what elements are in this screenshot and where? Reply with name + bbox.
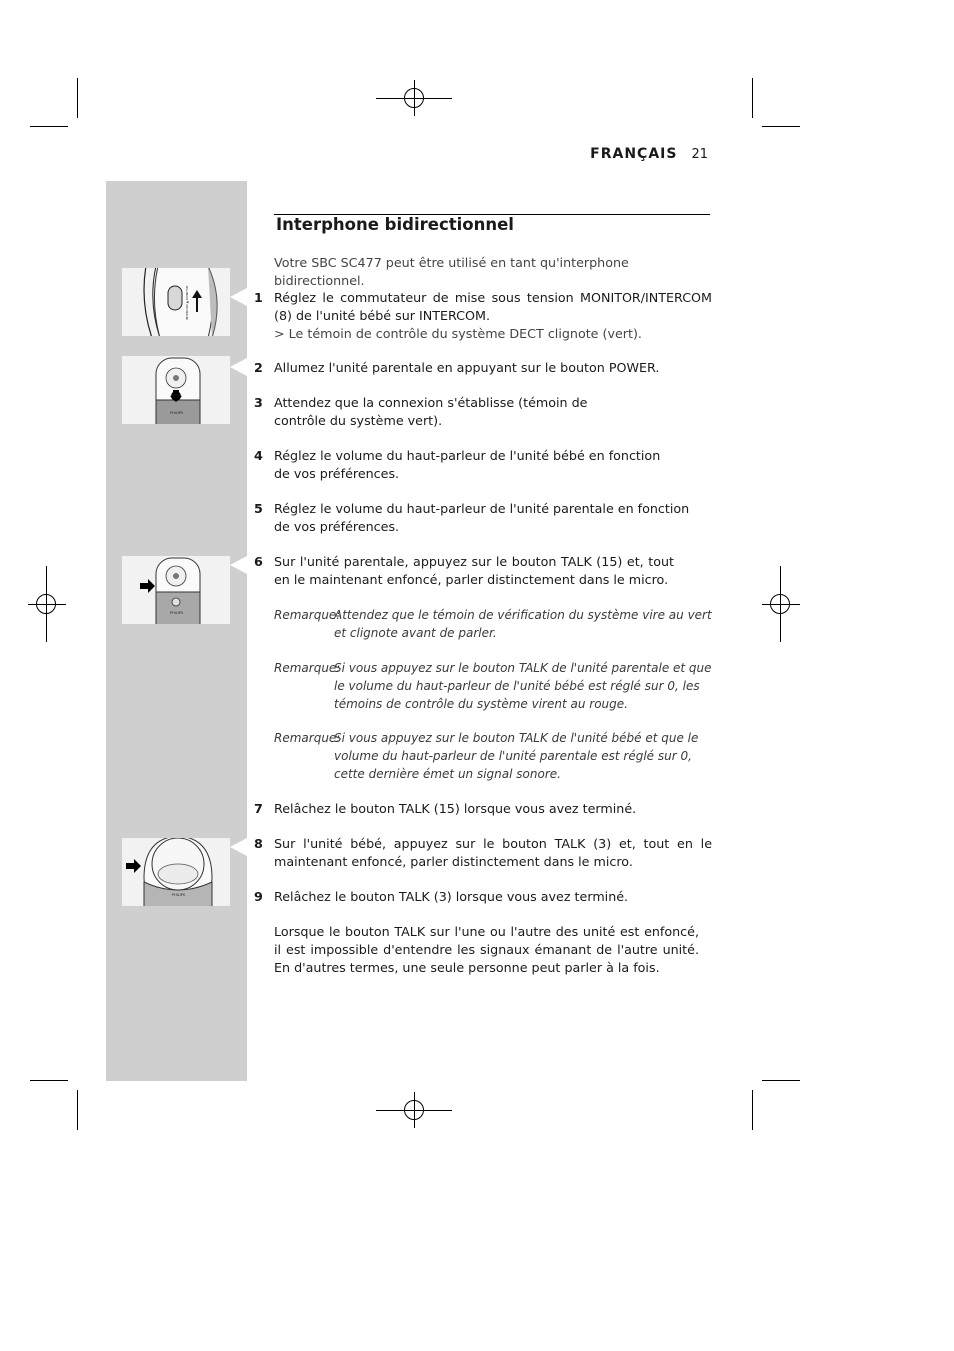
crop-mark xyxy=(77,78,78,118)
page-number: 21 xyxy=(691,147,708,162)
note-text: Si vous appuyez sur le bouton TALK de l'unité parentale et que le volume du haut-parleur de l'unité bébé est réglé sur 0, les témoins de contrôle du système virent au rouge. xyxy=(334,661,712,711)
step-number: 7 xyxy=(254,801,263,816)
step-text: Sur l'unité bébé, appuyez sur le bouton TALK (3) et, tout en le maintenant enfoncé, parler distinctement dans le micro. xyxy=(274,836,712,869)
pointer-notch xyxy=(230,556,247,574)
note-label: Remarque: xyxy=(274,661,341,675)
step-substep: > Le témoin de contrôle du système DECT clignote (vert). xyxy=(274,326,642,341)
section-title: Interphone bidirectionnel xyxy=(276,215,514,234)
step-number: 9 xyxy=(254,889,263,904)
crop-mark xyxy=(752,78,753,118)
step-number: 4 xyxy=(254,448,263,463)
crop-mark xyxy=(762,1080,800,1081)
note-text: Si vous appuyez sur le bouton TALK de l'unité bébé et que le volume du haut-parleur de l'unité parentale est réglé sur 0, cette dernière émet un signal sonore. xyxy=(334,731,699,781)
pointer-notch xyxy=(230,838,247,856)
note-label: Remarque: xyxy=(274,731,341,745)
step-text: Allumez l'unité parentale en appuyant sur le bouton POWER. xyxy=(274,360,660,375)
step-number: 1 xyxy=(254,290,263,305)
step-number: 6 xyxy=(254,554,263,569)
language-label: FRANÇAIS xyxy=(590,146,678,162)
note xyxy=(274,606,714,640)
step-text: Réglez le commutateur de mise sous tension MONITOR/INTERCOM (8) de l'unité bébé sur INTERCOM. xyxy=(274,290,712,323)
intro-text: Votre SBC SC477 peut être utilisé en tant qu'interphone bidirectionnel. xyxy=(274,255,629,288)
crop-mark xyxy=(30,1080,68,1081)
crop-mark xyxy=(762,126,800,127)
note-text: Attendez que le témoin de vérification du système vire au vert et clignote avant de parler. xyxy=(334,608,712,640)
note xyxy=(274,659,714,711)
brand-logo: PHILIPS xyxy=(172,893,186,897)
step-number: 5 xyxy=(254,501,263,516)
illustration-parent-unit-power xyxy=(122,356,230,424)
step-text: Relâchez le bouton TALK (15) lorsque vous avez terminé. xyxy=(274,801,637,816)
crop-mark xyxy=(752,1090,753,1130)
brand-logo: PHILIPS xyxy=(170,611,184,615)
pointer-notch xyxy=(230,288,247,306)
crop-mark xyxy=(77,1090,78,1130)
illustration-baby-unit-switch xyxy=(122,268,230,336)
step-number: 8 xyxy=(254,836,263,851)
step-text: Sur l'unité parentale, appuyez sur le bouton TALK (15) et, tout en le maintenant enfoncé, parler distinctement dans le micro. xyxy=(274,554,674,587)
note xyxy=(274,729,714,781)
pointer-notch xyxy=(230,358,247,376)
brand-logo: PHILIPS xyxy=(170,411,184,415)
step-text: Relâchez le bouton TALK (3) lorsque vous avez terminé. xyxy=(274,889,629,904)
illustration-baby-unit-talk xyxy=(122,838,230,906)
step-number: 2 xyxy=(254,360,263,375)
illustration-parent-unit-talk xyxy=(122,556,230,624)
closing-paragraph: Lorsque le bouton TALK sur l'une ou l'autre des unité est enfoncé, il est impossible d'entendre les signaux émanant de l'autre unité. En d'autres termes, une seule personne peut parler à la fois. xyxy=(274,924,699,975)
step-text: Attendez que la connexion s'établisse (témoin de contrôle du système vert). xyxy=(274,395,588,428)
note-label: Remarque: xyxy=(274,608,341,622)
crop-mark xyxy=(30,126,68,127)
switch-label: INTERCOM ▲ MONITOR xyxy=(185,285,189,320)
page-header xyxy=(590,146,708,162)
step-text: Réglez le volume du haut-parleur de l'unité parentale en fonction de vos préférences. xyxy=(274,501,690,534)
step-text: Réglez le volume du haut-parleur de l'unité bébé en fonction de vos préférences. xyxy=(274,448,661,481)
step-number: 3 xyxy=(254,395,263,410)
